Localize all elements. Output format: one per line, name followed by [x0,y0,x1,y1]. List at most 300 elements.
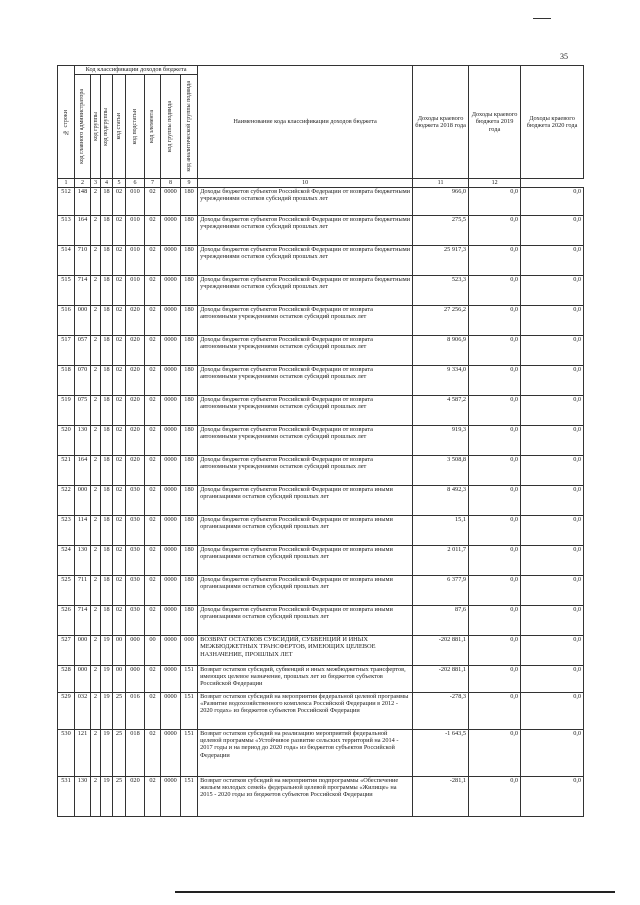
row-number: 528 [58,666,75,693]
table-row [58,246,584,276]
row-number: 531 [58,777,75,817]
group-code: 2 [91,396,101,426]
header-analytic-group-code: код аналитической группы подвида [181,75,198,179]
row-number: 519 [58,396,75,426]
income-2020: 0,0 [521,606,584,636]
element-code: 02 [145,486,161,516]
element-code: 02 [145,516,161,546]
header-name: Наименование кода классификации доходов бюджета [198,66,413,179]
admin-code: 000 [75,486,91,516]
admin-code: 000 [75,666,91,693]
analytic-group-code: 151 [181,693,198,730]
income-2018: 2 011,7 [413,546,469,576]
group-code: 2 [91,188,101,216]
income-name: Доходы бюджетов субъектов Российской Федерации от возврата бюджетными учреждениями остатков субсидий прошлых лет [198,246,413,276]
income-name: Возврат остатков субсидий на мероприятия подпрограммы «Обеспечение жильем молодых семей» федеральной целевой программы «Жилище» на 2015 - 2020 годы из бюджетов субъектов Российской Федерации [198,777,413,817]
group-code: 2 [91,636,101,666]
income-name: Доходы бюджетов субъектов Российской Федерации от возврата иными организациями остатков субсидий прошлых лет [198,546,413,576]
row-number: 527 [58,636,75,666]
income-2020: 0,0 [521,693,584,730]
subtype-group-code: 0000 [161,216,181,246]
table-row [58,693,584,730]
admin-code: 000 [75,636,91,666]
subtype-group-code: 0000 [161,693,181,730]
article-code: 02 [113,546,126,576]
subgroup-code: 19 [101,636,113,666]
subtype-group-code: 0000 [161,336,181,366]
element-code: 02 [145,606,161,636]
table-row [58,188,584,216]
analytic-group-code: 180 [181,396,198,426]
group-code: 2 [91,306,101,336]
income-2018: -202 881,1 [413,636,469,666]
table-row [58,366,584,396]
income-2018: -202 881,1 [413,666,469,693]
income-2020: 0,0 [521,426,584,456]
subtype-group-code: 0000 [161,576,181,606]
header-2018: Доходы краевого бюджета 2018 года [413,66,469,179]
subgroup-code: 18 [101,366,113,396]
subgroup-code: 18 [101,336,113,366]
column-number: 5 [113,179,126,188]
income-2020: 0,0 [521,216,584,246]
group-code: 2 [91,276,101,306]
analytic-group-code: 180 [181,366,198,396]
row-number: 529 [58,693,75,730]
subgroup-code: 18 [101,276,113,306]
article-code: 02 [113,486,126,516]
analytic-group-code: 180 [181,426,198,456]
header-article-code: код статьи [113,75,126,179]
subarticle-code: 020 [126,396,145,426]
row-number: 524 [58,546,75,576]
article-code: 25 [113,693,126,730]
income-2018: 9 334,0 [413,366,469,396]
income-2019: 0,0 [469,546,521,576]
subtype-group-code: 0000 [161,366,181,396]
income-2019: 0,0 [469,216,521,246]
admin-code: 711 [75,576,91,606]
row-number: 513 [58,216,75,246]
subgroup-code: 18 [101,426,113,456]
income-2018: 4 587,2 [413,396,469,426]
income-2020: 0,0 [521,486,584,516]
row-number: 516 [58,306,75,336]
income-2019: 0,0 [469,336,521,366]
header-classification-group: Код классификации доходов бюджета [75,66,198,75]
admin-code: 057 [75,336,91,366]
income-name: Возврат остатков субсидий, субвенций и иных межбюджетных трансфертов, имеющих целевое назначение, прошлых лет из бюджетов субъектов Российской Федерации [198,666,413,693]
income-2018: -1 643,5 [413,730,469,777]
income-2018: 966,0 [413,188,469,216]
income-2020: 0,0 [521,456,584,486]
element-code: 02 [145,366,161,396]
subgroup-code: 18 [101,606,113,636]
group-code: 2 [91,366,101,396]
article-code: 02 [113,396,126,426]
income-name: Доходы бюджетов субъектов Российской Федерации от возврата бюджетными учреждениями остатков субсидий прошлых лет [198,188,413,216]
subarticle-code: 020 [126,426,145,456]
admin-code: 032 [75,693,91,730]
admin-code: 121 [75,730,91,777]
header-admin-code: код главного администратора [75,75,91,179]
group-code: 2 [91,777,101,817]
article-code: 02 [113,576,126,606]
article-code: 02 [113,246,126,276]
row-number: 512 [58,188,75,216]
admin-code: 114 [75,516,91,546]
element-code: 02 [145,777,161,817]
row-number: 521 [58,456,75,486]
income-2018: 6 377,9 [413,576,469,606]
table-row [58,276,584,306]
income-name: Доходы бюджетов субъектов Российской Федерации от возврата иными организациями остатков субсидий прошлых лет [198,516,413,546]
income-2019: 0,0 [469,188,521,216]
element-code: 02 [145,546,161,576]
income-2019: 0,0 [469,486,521,516]
group-code: 2 [91,666,101,693]
element-code: 02 [145,730,161,777]
element-code: 02 [145,188,161,216]
header-2019: Доходы краевого бюджета 2019 года [469,66,521,179]
income-name: Возврат остатков субсидий на реализацию мероприятий федеральной целевой программы «Устойчивое развитие сельских территорий на 2014 - 2017 годы и на период до 2020 года» из бюджетов субъектов Российской Федерации [198,730,413,777]
income-2020: 0,0 [521,276,584,306]
subtype-group-code: 0000 [161,426,181,456]
table-row [58,516,584,546]
table-row [58,576,584,606]
analytic-group-code: 180 [181,216,198,246]
income-name: Доходы бюджетов субъектов Российской Федерации от возврата автономными учреждениями остатков субсидий прошлых лет [198,456,413,486]
income-name: Доходы бюджетов субъектов Российской Федерации от возврата иными организациями остатков субсидий прошлых лет [198,576,413,606]
analytic-group-code: 180 [181,486,198,516]
subtype-group-code: 0000 [161,666,181,693]
column-number: 1 [58,179,75,188]
analytic-group-code: 180 [181,336,198,366]
income-2020: 0,0 [521,666,584,693]
subarticle-code: 020 [126,456,145,486]
income-name: Доходы бюджетов субъектов Российской Федерации от возврата автономными учреждениями остатков субсидий прошлых лет [198,306,413,336]
analytic-group-code: 000 [181,636,198,666]
income-name: Доходы бюджетов субъектов Российской Федерации от возврата автономными учреждениями остатков субсидий прошлых лет [198,396,413,426]
article-code: 02 [113,188,126,216]
subarticle-code: 018 [126,730,145,777]
admin-code: 000 [75,306,91,336]
income-2018: 87,6 [413,606,469,636]
group-code: 2 [91,486,101,516]
subtype-group-code: 0000 [161,606,181,636]
analytic-group-code: 151 [181,666,198,693]
income-2018: 25 917,3 [413,246,469,276]
income-2020: 0,0 [521,730,584,777]
income-name: Доходы бюджетов субъектов Российской Федерации от возврата бюджетными учреждениями остатков субсидий прошлых лет [198,216,413,246]
header-element-code: код элемента [145,75,161,179]
subarticle-code: 030 [126,486,145,516]
admin-code: 714 [75,606,91,636]
bottom-rule [175,891,615,893]
column-number: 8 [161,179,181,188]
admin-code: 130 [75,426,91,456]
group-code: 2 [91,576,101,606]
admin-code: 130 [75,777,91,817]
header-row-no: № строки [58,66,75,179]
subtype-group-code: 0000 [161,188,181,216]
analytic-group-code: 180 [181,576,198,606]
row-number: 522 [58,486,75,516]
income-2018: 3 508,8 [413,456,469,486]
subarticle-code: 020 [126,366,145,396]
article-code: 25 [113,730,126,777]
row-number: 523 [58,516,75,546]
income-2020: 0,0 [521,636,584,666]
element-code: 02 [145,666,161,693]
row-number: 517 [58,336,75,366]
income-2019: 0,0 [469,777,521,817]
income-name: ВОЗВРАТ ОСТАТКОВ СУБСИДИЙ, СУБВЕНЦИЙ И ИНЫХ МЕЖБЮДЖЕТНЫХ ТРАНСФЕРТОВ, ИМЕЮЩИХ ЦЕЛЕВОЕ НАЗНАЧЕНИЕ, ПРОШЛЫХ ЛЕТ [198,636,413,666]
subgroup-code: 18 [101,306,113,336]
header-subgroup-code: код подгруппы [101,75,113,179]
group-code: 2 [91,426,101,456]
income-2020: 0,0 [521,336,584,366]
row-number: 518 [58,366,75,396]
group-code: 2 [91,730,101,777]
row-number: 520 [58,426,75,456]
subarticle-code: 020 [126,306,145,336]
element-code: 02 [145,693,161,730]
table-row [58,396,584,426]
table-row [58,486,584,516]
analytic-group-code: 180 [181,456,198,486]
income-2020: 0,0 [521,576,584,606]
income-2019: 0,0 [469,456,521,486]
subarticle-code: 010 [126,188,145,216]
subtype-group-code: 0000 [161,486,181,516]
element-code: 02 [145,576,161,606]
income-2019: 0,0 [469,366,521,396]
row-number: 526 [58,606,75,636]
subtype-group-code: 0000 [161,306,181,336]
article-code: 02 [113,276,126,306]
group-code: 2 [91,216,101,246]
article-code: 02 [113,516,126,546]
income-name: Доходы бюджетов субъектов Российской Федерации от возврата автономными учреждениями остатков субсидий прошлых лет [198,366,413,396]
column-number: 10 [198,179,413,188]
admin-code: 075 [75,396,91,426]
article-code: 02 [113,456,126,486]
income-2019: 0,0 [469,693,521,730]
subarticle-code: 000 [126,636,145,666]
admin-code: 164 [75,456,91,486]
subgroup-code: 18 [101,246,113,276]
analytic-group-code: 180 [181,606,198,636]
table-row [58,216,584,246]
subtype-group-code: 0000 [161,636,181,666]
income-2019: 0,0 [469,396,521,426]
element-code: 02 [145,246,161,276]
income-2018: 523,3 [413,276,469,306]
admin-code: 164 [75,216,91,246]
subgroup-code: 19 [101,730,113,777]
column-number: 6 [126,179,145,188]
column-number: 12 [469,179,521,188]
analytic-group-code: 180 [181,188,198,216]
group-code: 2 [91,456,101,486]
income-2020: 0,0 [521,246,584,276]
table-row [58,730,584,777]
income-2020: 0,0 [521,396,584,426]
table-row [58,777,584,817]
subarticle-code: 010 [126,246,145,276]
article-code: 00 [113,636,126,666]
income-2020: 0,0 [521,188,584,216]
column-number: 7 [145,179,161,188]
table-row [58,666,584,693]
admin-code: 710 [75,246,91,276]
row-number: 514 [58,246,75,276]
income-name: Доходы бюджетов субъектов Российской Федерации от возврата автономными учреждениями остатков субсидий прошлых лет [198,426,413,456]
table-row [58,336,584,366]
article-code: 25 [113,777,126,817]
article-code: 02 [113,606,126,636]
subgroup-code: 19 [101,666,113,693]
element-code: 02 [145,306,161,336]
header-subarticle-code: код подстатьи [126,75,145,179]
subarticle-code: 016 [126,693,145,730]
subarticle-code: 010 [126,276,145,306]
admin-code: 070 [75,366,91,396]
income-2018: -278,3 [413,693,469,730]
subgroup-code: 18 [101,188,113,216]
subarticle-code: 010 [126,216,145,246]
subgroup-code: 19 [101,693,113,730]
subtype-group-code: 0000 [161,730,181,777]
income-2019: 0,0 [469,246,521,276]
element-code: 02 [145,336,161,366]
subtype-group-code: 0000 [161,516,181,546]
analytic-group-code: 180 [181,546,198,576]
income-2018: 8 492,3 [413,486,469,516]
column-number: 3 [91,179,101,188]
income-2019: 0,0 [469,576,521,606]
subarticle-code: 000 [126,666,145,693]
subtype-group-code: 0000 [161,246,181,276]
budget-income-table [57,65,584,817]
subgroup-code: 18 [101,456,113,486]
subtype-group-code: 0000 [161,456,181,486]
income-2018: 919,3 [413,426,469,456]
group-code: 2 [91,336,101,366]
income-2018: 27 256,2 [413,306,469,336]
income-name: Доходы бюджетов субъектов Российской Федерации от возврата иными организациями остатков субсидий прошлых лет [198,486,413,516]
group-code: 2 [91,516,101,546]
table-row [58,306,584,336]
column-number: 4 [101,179,113,188]
income-2019: 0,0 [469,636,521,666]
analytic-group-code: 180 [181,306,198,336]
row-number: 525 [58,576,75,606]
header-group-code: код группы [91,75,101,179]
page-number: 35 [560,52,568,61]
subgroup-code: 18 [101,216,113,246]
income-name: Доходы бюджетов субъектов Российской Федерации от возврата автономными учреждениями остатков субсидий прошлых лет [198,336,413,366]
subarticle-code: 030 [126,546,145,576]
group-code: 2 [91,546,101,576]
column-number: 9 [181,179,198,188]
table-row [58,636,584,666]
income-2020: 0,0 [521,306,584,336]
column-number: 2 [75,179,91,188]
income-2020: 0,0 [521,516,584,546]
income-2019: 0,0 [469,426,521,456]
row-number: 515 [58,276,75,306]
article-code: 02 [113,216,126,246]
income-2018: -281,1 [413,777,469,817]
admin-code: 714 [75,276,91,306]
element-code: 00 [145,636,161,666]
group-code: 2 [91,246,101,276]
income-2019: 0,0 [469,606,521,636]
subgroup-code: 18 [101,396,113,426]
analytic-group-code: 180 [181,276,198,306]
subtype-group-code: 0000 [161,396,181,426]
income-2018: 8 906,9 [413,336,469,366]
income-2020: 0,0 [521,546,584,576]
income-2020: 0,0 [521,366,584,396]
header-subtype-group-code: код группы подвида [161,75,181,179]
row-number: 530 [58,730,75,777]
income-2019: 0,0 [469,306,521,336]
top-dash-mark [533,18,551,19]
table-row [58,546,584,576]
income-name: Доходы бюджетов субъектов Российской Федерации от возврата бюджетными учреждениями остатков субсидий прошлых лет [198,276,413,306]
admin-code: 148 [75,188,91,216]
subgroup-code: 18 [101,516,113,546]
subarticle-code: 020 [126,336,145,366]
group-code: 2 [91,606,101,636]
income-2018: 275,5 [413,216,469,246]
table-row [58,606,584,636]
subgroup-code: 18 [101,486,113,516]
income-2019: 0,0 [469,276,521,306]
element-code: 02 [145,276,161,306]
subgroup-code: 18 [101,576,113,606]
income-name: Доходы бюджетов субъектов Российской Федерации от возврата иными организациями остатков субсидий прошлых лет [198,606,413,636]
column-number: 11 [413,179,469,188]
subgroup-code: 18 [101,546,113,576]
article-code: 02 [113,426,126,456]
analytic-group-code: 151 [181,730,198,777]
table-row [58,456,584,486]
income-2019: 0,0 [469,666,521,693]
group-code: 2 [91,693,101,730]
analytic-group-code: 180 [181,246,198,276]
analytic-group-code: 180 [181,516,198,546]
subarticle-code: 030 [126,516,145,546]
article-code: 00 [113,666,126,693]
element-code: 02 [145,396,161,426]
subarticle-code: 030 [126,576,145,606]
element-code: 02 [145,426,161,456]
subarticle-code: 020 [126,777,145,817]
income-name: Возврат остатков субсидий на мероприятия федеральной целевой программы «Развитие водохозяйственного комплекса Российской Федерации в 2012 - 2020 годах» из бюджетов субъектов Российской Федерации [198,693,413,730]
income-2018: 15,1 [413,516,469,546]
article-code: 02 [113,306,126,336]
income-2019: 0,0 [469,730,521,777]
element-code: 02 [145,216,161,246]
admin-code: 130 [75,546,91,576]
column-number-row [58,179,584,188]
subtype-group-code: 0000 [161,777,181,817]
subarticle-code: 030 [126,606,145,636]
